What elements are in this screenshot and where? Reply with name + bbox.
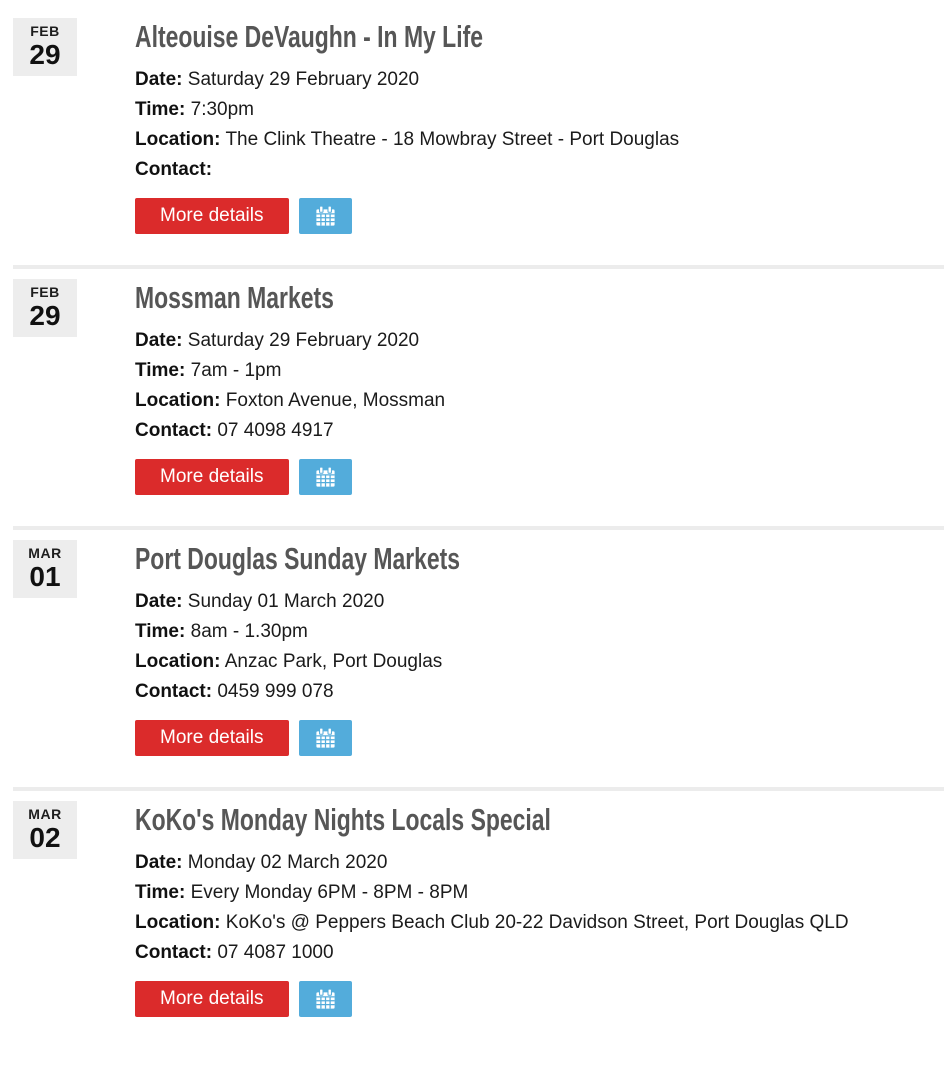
contact-value: 07 4087 1000 [217,942,334,963]
date-label: Date: [135,852,183,873]
calendar-icon [314,727,337,750]
location-label: Location: [135,912,221,933]
date-label: Date: [135,330,183,351]
event-card [13,526,944,787]
contact-label: Contact: [135,420,213,441]
badge-month: FEB [30,284,60,300]
event-list [13,8,944,1048]
contact-label: Contact: [135,681,213,702]
calendar-icon [314,466,337,489]
event-title[interactable]: Alteouise DeVaughn - In My Life [135,19,483,54]
time-row [135,878,944,908]
more-details-button[interactable]: More details [135,198,289,234]
event-title[interactable]: Port Douglas Sunday Markets [135,541,461,576]
badge-month: MAR [28,806,62,822]
date-label: Date: [135,591,183,612]
time-value: 7am - 1pm [190,360,282,381]
event-actions [135,459,944,495]
badge-day: 29 [29,39,61,70]
badge-day: 29 [29,300,61,331]
event-title[interactable]: Mossman Markets [135,280,334,315]
contact-value: 07 4098 4917 [217,420,334,441]
contact-row [135,677,944,707]
contact-row [135,416,944,446]
contact-value: 0459 999 078 [217,681,334,702]
contact-row [135,155,944,185]
contact-row [135,938,944,968]
date-row [135,326,944,356]
time-row [135,95,944,125]
event-actions [135,198,944,234]
date-value: Saturday 29 February 2020 [187,69,420,90]
location-row [135,125,944,155]
event-body [135,540,944,756]
badge-day: 01 [29,561,61,592]
more-details-button[interactable]: More details [135,459,289,495]
location-row [135,908,944,938]
event-actions [135,981,944,1017]
time-label: Time: [135,621,186,642]
add-to-calendar-button[interactable] [299,459,352,495]
calendar-icon [314,205,337,228]
location-row [135,386,944,416]
event-title[interactable]: KoKo's Monday Nights Locals Special [135,802,551,837]
location-label: Location: [135,129,221,150]
location-value: KoKo's @ Peppers Beach Club 20-22 Davidson Street, Port Douglas QLD [225,912,849,933]
time-value: 7:30pm [190,99,254,120]
location-value: Foxton Avenue, Mossman [225,390,446,411]
event-date-badge [13,18,77,76]
date-value: Saturday 29 February 2020 [187,330,420,351]
location-value: Anzac Park, Port Douglas [224,651,443,672]
location-label: Location: [135,651,221,672]
badge-month: FEB [30,23,60,39]
contact-label: Contact: [135,942,213,963]
add-to-calendar-button[interactable] [299,981,352,1017]
event-body [135,801,944,1017]
time-label: Time: [135,882,186,903]
time-label: Time: [135,360,186,381]
event-date-badge [13,540,77,598]
event-card [13,787,944,1048]
time-row [135,356,944,386]
time-value: Every Monday 6PM - 8PM - 8PM [190,882,469,903]
event-date-badge [13,801,77,859]
more-details-button[interactable]: More details [135,981,289,1017]
time-value: 8am - 1.30pm [190,621,308,642]
date-label: Date: [135,69,183,90]
date-value: Monday 02 March 2020 [187,852,388,873]
time-label: Time: [135,99,186,120]
badge-day: 02 [29,822,61,853]
add-to-calendar-button[interactable] [299,198,352,234]
date-row [135,65,944,95]
date-value: Sunday 01 March 2020 [187,591,385,612]
event-body [135,18,944,234]
date-row [135,587,944,617]
more-details-button[interactable]: More details [135,720,289,756]
badge-month: MAR [28,545,62,561]
event-actions [135,720,944,756]
event-card [13,8,944,265]
calendar-icon [314,988,337,1011]
date-row [135,848,944,878]
event-card [13,265,944,526]
event-date-badge [13,279,77,337]
contact-label: Contact: [135,159,213,180]
add-to-calendar-button[interactable] [299,720,352,756]
time-row [135,617,944,647]
location-row [135,647,944,677]
location-value: The Clink Theatre - 18 Mowbray Street - Port Douglas [225,129,680,150]
location-label: Location: [135,390,221,411]
event-body [135,279,944,495]
